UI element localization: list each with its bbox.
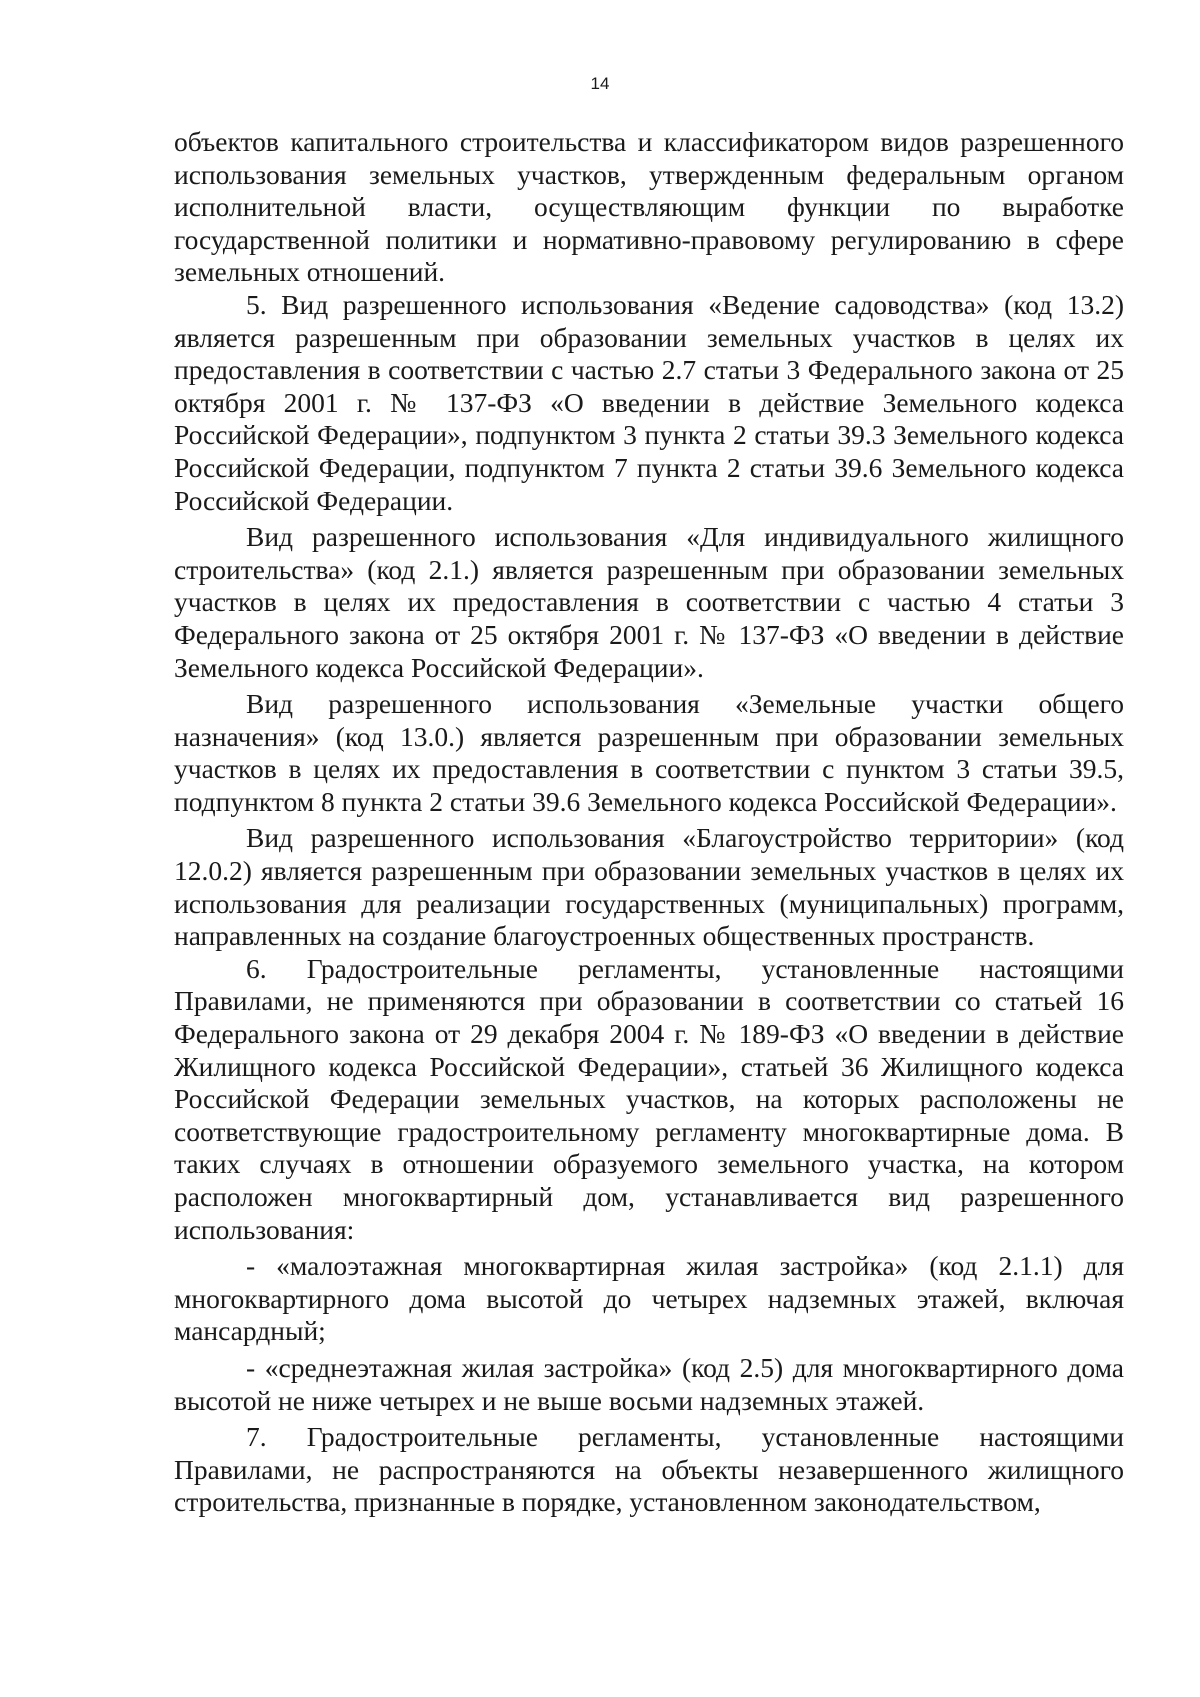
list-item-low-rise: - «малоэтажная многоквартирная жилая застройка» (код 2.1.1) для многоквартирного дома высотой до четырех надземных этажей, включая мансардный; — [174, 1250, 1124, 1347]
page-number: 14 — [590, 74, 610, 93]
paragraph-continuation: объектов капитального строительства и классификатором видов разрешенного использования земельных участков, утвержденным федеральным органом исполнительной власти, осуществляющим функции по выработке государственной политики и нормативно-правовому регулированию в сфере земельных отношений. — [174, 126, 1124, 288]
paragraph-izhs: Вид разрешенного использования «Для индивидуального жилищного строительства» (код 2.1.) является разрешенным при образовании земельных участков в целях их предоставления в соответствии с частью 4 статьи 3 Федерального закона от 25 октября 2001 г. № 137-ФЗ «О введении в действие Земельного кодекса Российской Федерации». — [174, 521, 1124, 683]
paragraph-landscaping: Вид разрешенного использования «Благоустройство территории» (код 12.0.2) является разрешенным при образовании земельных участков в целях их использования для реализации государственных (муниципальных) программ, направленных на создание благоустроенных общественных пространств. — [174, 822, 1124, 952]
document-body — [174, 126, 1124, 1519]
paragraph-item-5: 5. Вид разрешенного использования «Ведение садоводства» (код 13.2) является разрешенным при образовании земельных участков в целях их предоставления в соответствии с частью 2.7 статьи 3 Федерального закона от 25 октября 2001 г. № 137-ФЗ «О введении в действие Земельного кодекса Российской Федерации», подпунктом 3 пункта 2 статьи 39.3 Земельного кодекса Российской Федерации, подпунктом 7 пункта 2 статьи 39.6 Земельного кодекса Российской Федерации. — [174, 288, 1124, 516]
paragraph-common-use: Вид разрешенного использования «Земельные участки общего назначения» (код 13.0.) является разрешенным при образовании земельных участков в целях их предоставления в соответствии с пунктом 3 статьи 39.5, подпунктом 8 пункта 2 статьи 39.6 Земельного кодекса Российской Федерации». — [174, 688, 1124, 817]
paragraph-item-7: 7. Градостроительные регламенты, установленные настоящими Правилами, не распространяются на объекты незавершенного жилищного строительства, признанные в порядке, установленном законодательством, — [174, 1421, 1124, 1518]
paragraph-item-6: 6. Градостроительные регламенты, установленные настоящими Правилами, не применяются при образовании в соответствии со статьей 16 Федерального закона от 29 декабря 2004 г. № 189-ФЗ «О введении в действие Жилищного кодекса Российской Федерации», статьей 36 Жилищного кодекса Российской Федерации земельных участков, на которых расположены не соответствующие градостроительному регламенту многоквартирные дома. В таких случаях в отношении образуемого земельного участка, на котором расположен многоквартирный дом, устанавливается вид разрешенного использования: — [174, 952, 1124, 1245]
list-item-mid-rise: - «среднеэтажная жилая застройка» (код 2.5) для многоквартирного дома высотой не ниже четырех и не выше восьми надземных этажей. — [174, 1351, 1124, 1416]
